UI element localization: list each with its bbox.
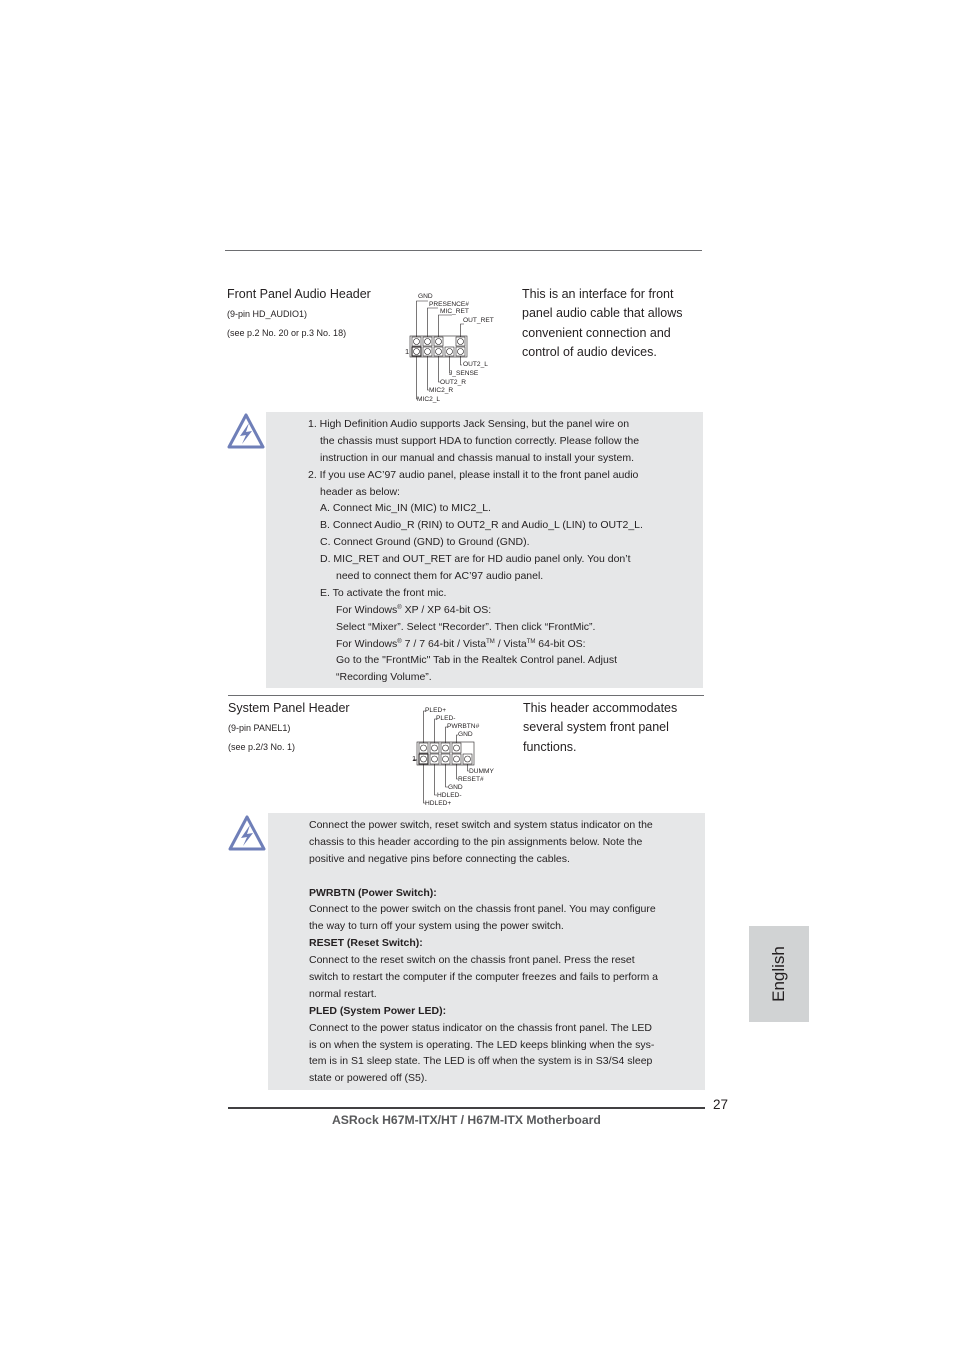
pin-label-out2-l: OUT2_L <box>463 361 488 368</box>
desc-line: This header accommodates <box>523 701 678 715</box>
note-line: 1. High Definition Audio supports Jack Sensing, but the panel wire on <box>308 418 630 430</box>
desc-line: panel audio cable that allows <box>522 306 683 321</box>
panel-header-subtitle: (9-pin PANEL1) <box>228 723 291 733</box>
note-line: D. MIC_RET and OUT_RET are for HD audio panel only. You don’t <box>320 553 631 566</box>
pin-one-marker: 1 <box>405 347 410 356</box>
note-line: E. To activate the front mic. <box>320 586 447 599</box>
language-side-tab <box>749 926 809 1022</box>
pin-label-pled-minus: PLED- <box>436 715 456 722</box>
audio-header-subtitle: (9-pin HD_AUDIO1) <box>227 309 308 319</box>
heading-text: PWRBTN (Power Switch): <box>309 886 437 899</box>
note-line-windows-xp <box>308 602 643 619</box>
middle-rule <box>228 695 704 696</box>
panel-note-text <box>309 817 658 1087</box>
panel-header-reference: (see p.2/3 No. 1) <box>228 742 296 752</box>
panel-header-description <box>523 699 677 757</box>
note-line: Connect to the power switch on the chassis front panel. You may configure <box>309 903 656 916</box>
pin-label-dummy: DUMMY <box>469 768 494 775</box>
note-line: normal restart. <box>309 987 377 1000</box>
top-rule <box>225 250 702 251</box>
note-line: chassis to this header according to the pin assignments below. Note the <box>309 835 643 848</box>
pin-label-hdled-minus: HDLED- <box>437 792 462 799</box>
note-line-windows-7 <box>308 636 643 653</box>
note-line: instruction in our manual and chassis manual to install your system. <box>320 451 634 464</box>
panel-header-title: System Panel Header <box>228 701 350 715</box>
pin-label-gnd: GND <box>418 293 433 300</box>
trademark: TM <box>526 638 536 645</box>
note-line: Connect to the power status indicator on the chassis front panel. The LED <box>309 1021 653 1034</box>
registered-mark: ® <box>397 604 402 611</box>
note-line: the chassis must support HDA to function correctly. Please follow the <box>320 434 640 447</box>
pin-label-hdled-plus: HDLED+ <box>425 800 452 807</box>
heading-text: RESET (Reset Switch): <box>309 937 423 950</box>
pin-label-pled-plus: PLED+ <box>425 707 447 714</box>
pin-one-marker: 1 <box>412 754 417 763</box>
note-spacer <box>309 868 658 885</box>
text: XP / XP 64-bit OS: <box>401 603 492 616</box>
pin-label-out-ret: OUT_RET <box>463 317 494 324</box>
panel-pin-diagram <box>410 703 510 811</box>
pin-label-gnd-bottom: GND <box>448 784 463 791</box>
note-line: the way to turn off your system using the power switch. <box>309 920 564 933</box>
registered-mark: ® <box>397 638 402 645</box>
text: 7 / 7 64-bit / Vista <box>401 637 487 650</box>
audio-pin-diagram <box>400 288 510 408</box>
note-line: header as below: <box>320 485 400 498</box>
audio-header-title: Front Panel Audio Header <box>227 287 371 301</box>
trademark: TM <box>486 638 495 645</box>
pin-label-presence: PRESENCE# <box>429 301 469 308</box>
footer-rule <box>228 1107 705 1109</box>
footer-product-name: ASRock H67M-ITX/HT / H67M-ITX Motherboard <box>332 1113 601 1127</box>
note-line: switch to restart the computer if the computer freezes and fails to perform a <box>309 971 658 984</box>
text: 64-bit OS: <box>535 637 586 650</box>
pin-label-pwrbtn: PWRBTN# <box>447 723 480 730</box>
audio-header-description <box>522 285 683 362</box>
note-line: Connect to the reset switch on the chassis front panel. Press the reset <box>309 954 635 967</box>
note-heading-pled <box>309 1003 658 1020</box>
note-heading-pwrbtn <box>309 885 658 902</box>
pin-label-out2-r: OUT2_R <box>440 379 467 386</box>
pin-label-reset: RESET# <box>458 776 484 783</box>
note-line: Select “Mixer”. Select “Recorder”. Then click “FrontMic”. <box>336 620 596 633</box>
pin-label-mic2-l: MIC2_L <box>417 396 441 403</box>
note-line: Go to the "FrontMic" Tab in the Realtek Control panel. Adjust <box>336 654 617 667</box>
heading-text: PLED (System Power LED): <box>309 1004 447 1017</box>
desc-line: convenient connection and <box>522 325 671 340</box>
note-line: need to connect them for AC’97 audio panel. <box>336 570 544 583</box>
note-line: B. Connect Audio_R (RIN) to OUT2_R and Audio_L (LIN) to OUT2_L. <box>320 519 643 532</box>
note-line: state or powered off (S5). <box>309 1072 428 1085</box>
note-line: positive and negative pins before connecting the cables. <box>309 852 570 865</box>
desc-line: control of audio devices. <box>522 344 657 359</box>
text: / Vista <box>494 637 527 650</box>
audio-note-text <box>308 416 643 686</box>
pin-label-gnd-top: GND <box>458 731 473 738</box>
note-line: C. Connect Ground (GND) to Ground (GND). <box>320 536 530 549</box>
pin-label-j-sense: J_SENSE <box>449 370 479 377</box>
note-line: 2. If you use AC’97 audio panel, please install it to the front panel audio <box>308 468 639 481</box>
note-line: “Recording Volume”. <box>336 671 432 684</box>
desc-line: functions. <box>523 739 577 754</box>
pin-label-mic2-r: MIC2_R <box>429 387 454 394</box>
text: For Windows <box>336 637 398 650</box>
warning-triangle-icon <box>225 409 267 451</box>
desc-line: This is an interface for front <box>522 287 674 301</box>
text: For Windows <box>336 603 398 616</box>
note-line: A. Connect Mic_IN (MIC) to MIC2_L. <box>320 502 491 515</box>
note-heading-reset <box>309 935 658 952</box>
audio-header-reference: (see p.2 No. 20 or p.3 No. 18) <box>227 328 347 338</box>
pin-label-mic-ret: MIC_RET <box>440 308 469 315</box>
desc-line: several system front panel <box>523 720 669 735</box>
note-line: is on when the system is operating. The LED keeps blinking when the sys- <box>309 1038 655 1051</box>
note-line: Connect the power switch, reset switch and system status indicator on the <box>309 819 653 831</box>
language-tab-label: English <box>769 946 788 1002</box>
warning-triangle-icon <box>226 811 268 853</box>
note-line: tem is in S1 sleep state. The LED is off when the system is in S3/S4 sleep <box>309 1055 653 1068</box>
page-number: 27 <box>713 1097 729 1112</box>
